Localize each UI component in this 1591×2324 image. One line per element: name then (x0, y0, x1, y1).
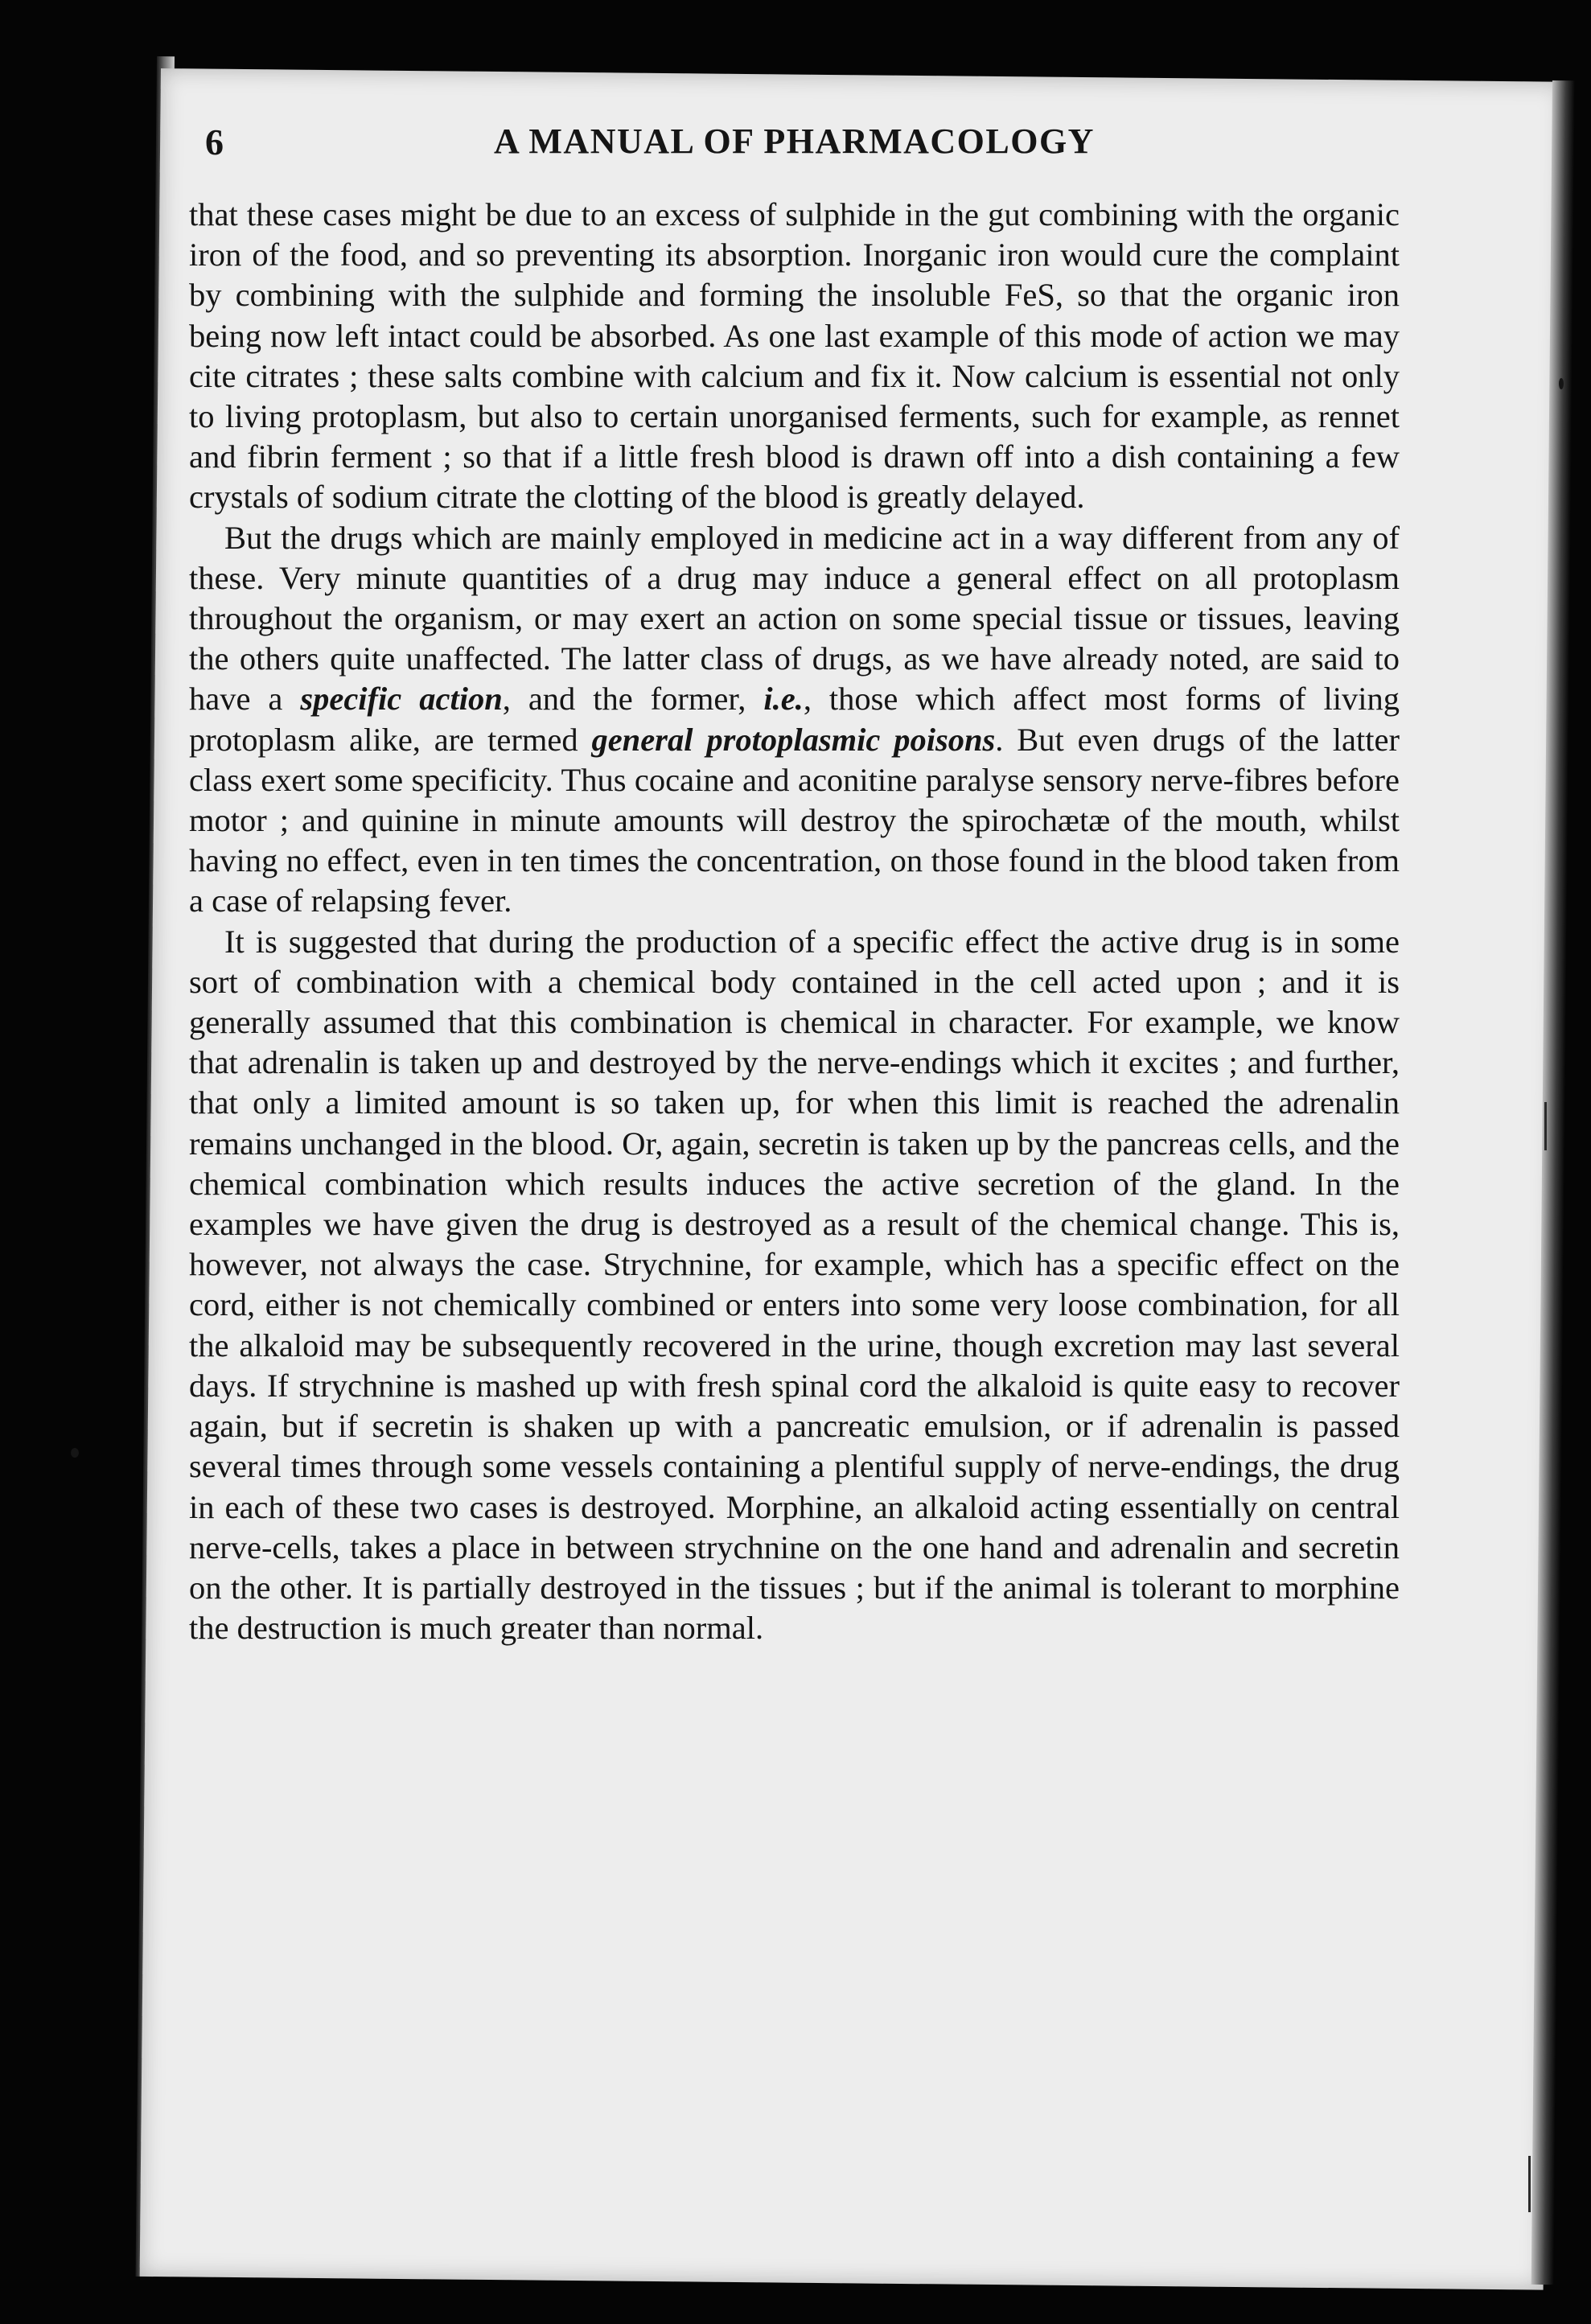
paragraph (189, 922, 1400, 1649)
paragraph (189, 518, 1400, 922)
paragraph (189, 195, 1400, 518)
margin-speck (1559, 378, 1564, 389)
body-text (189, 195, 1400, 1648)
margin-mark (1528, 2156, 1531, 2212)
text-run: , and the former, (502, 681, 764, 718)
text-run: . But even drugs of the latter class exert some specificity. Thus cocaine and aconitine paralyse sensory nerve-fibres before motor ; and quinine in minute amounts will destroy the spirochætæ of the mouth, whilst having no effect, even in ten times the concentration, on those found in the blood taken from a case of relapsing fever. (189, 721, 1400, 919)
text-run: But the drugs which are mainly employed in medicine act in a way different from any of these. Very minute quantities of a drug may induce a general effect on all protoplasm throughout the organism, or may exert an action on some special tissue or tissues, leaving the others quite unaffected. The latter class of drugs, as we have already noted, are said to have a (189, 519, 1400, 718)
emphasis-term: i.e. (763, 681, 804, 718)
emphasis-term: specific action (300, 681, 503, 718)
emphasis-term: general protoplasmic poisons (591, 721, 996, 758)
text-run: that these cases might be due to an excess of sulphide in the gut combining with the organic iron of the food, and so preventing its absorption. Inorganic iron would cure the complaint by combining with the sulphide and forming the insoluble FeS, so that the organic iron being now left intact could be absorbed. As one last example of this mode of action we may cite citrates ; these salts combine with calcium and fix it. Now calcium is essential not only to living protoplasm, but also to certain unorganised ferments, such for example, as rennet and fibrin ferment ; so that if a little fresh blood is drawn off into a dish containing a few crystals of sodium citrate the clotting of the blood is greatly delayed. (189, 196, 1400, 516)
page-content (189, 121, 1400, 1648)
margin-speck (71, 1448, 79, 1458)
text-run: , those which affect most forms of living protoplasm alike, are termed (189, 681, 1400, 758)
running-head (189, 121, 1400, 185)
page-number: 6 (205, 121, 224, 162)
margin-mark (1544, 1102, 1547, 1150)
text-run: It is suggested that during the production of a specific effect the active drug is in some sort of combination with a chemical body contained in the cell acted upon ; and it is generally assumed that this combination is chemical in character. For example, we know that adrenalin is taken up and destroyed by the nerve-endings which it excites ; and further, that only a limited amount is so taken up, for when this limit is reached the adrenalin remains unchanged in the blood. Or, again, secretin is taken up by the pancreas cells, and the chemical combination which results induces the active secretion of the gland. In the examples we have given the drug is destroyed as a result of the chemical change. This is, however, not always the case. Strychnine, for example, which has a specific effect on the cord, either is not chemically combined or enters into some very loose combination, for all the alkaloid may be subsequently recovered in the urine, though excretion may last several days. If strychnine is mashed up with fresh spinal cord the alkaloid is quite easy to recover again, but if secretin is shaken up with a pancreatic emulsion, or if adrenalin is passed several times through some vessels containing a plentiful supply of nerve-endings, the drug in each of these two cases is destroyed. Morphine, an alkaloid acting essentially on central nerve-cells, takes a place in between strychnine on the one hand and adrenalin and secretin on the other. It is partially destroyed in the tissues ; but if the animal is tolerant to morphine the destruction is much greater than normal. (189, 923, 1400, 1647)
running-title: A MANUAL OF PHARMACOLOGY (494, 121, 1095, 161)
